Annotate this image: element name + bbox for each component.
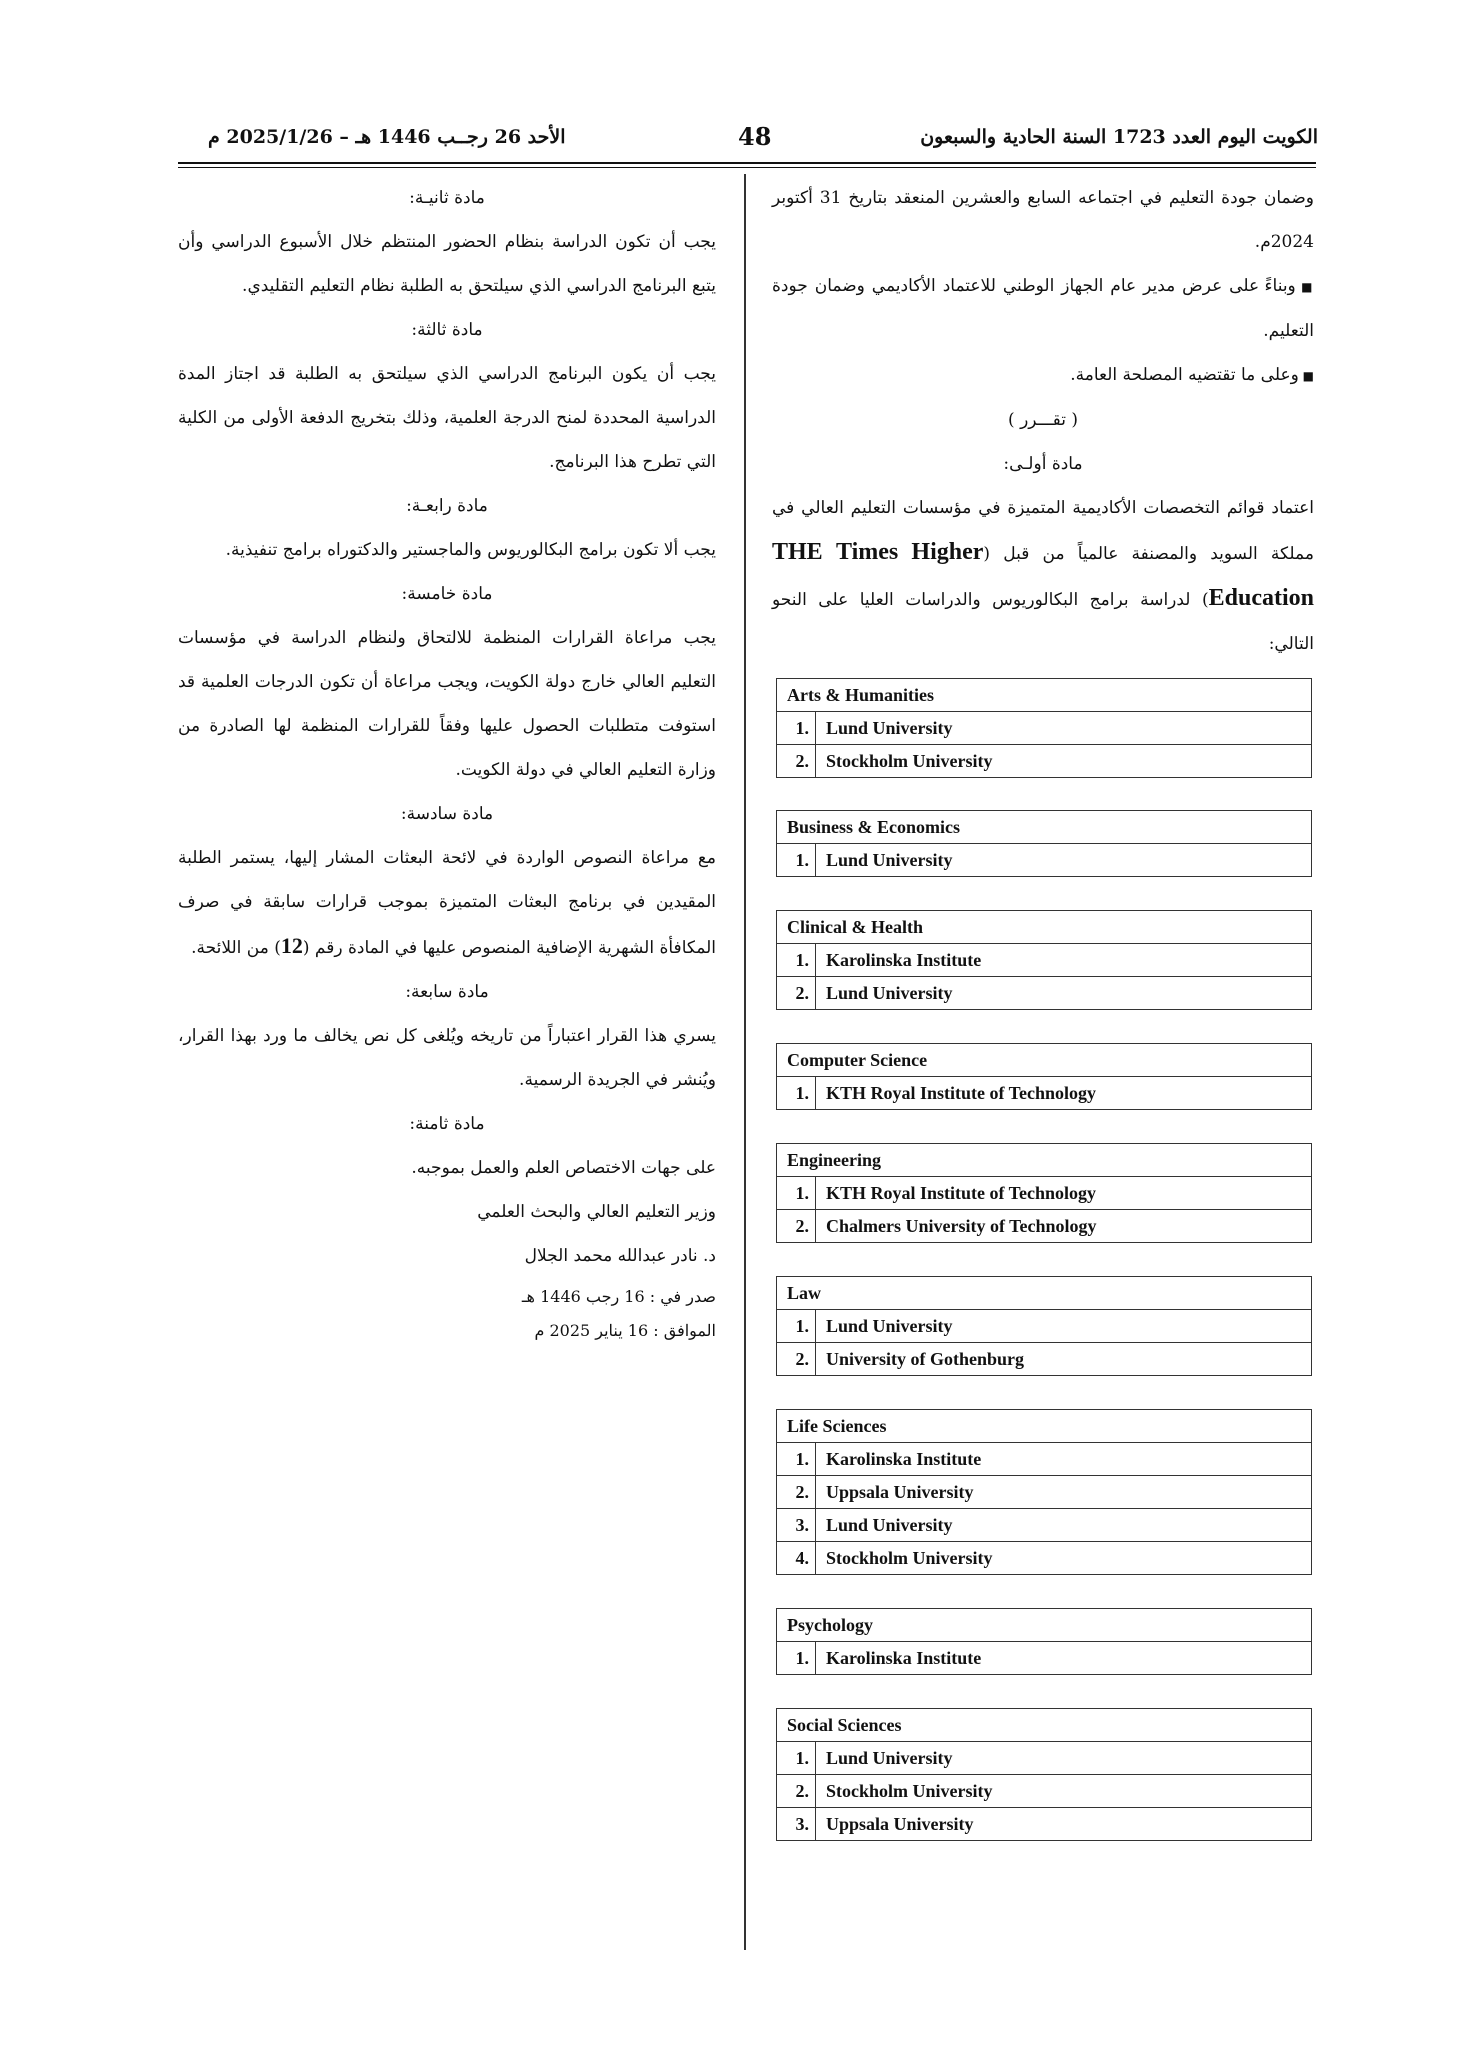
row-number: 3. xyxy=(781,1808,816,1840)
university-name: Lund University xyxy=(826,1515,953,1535)
table-row xyxy=(777,1808,1311,1840)
row-number: 2. xyxy=(781,1476,816,1508)
issued-date-gregorian: الموافق : 16 يناير 2025 م xyxy=(534,1321,716,1340)
table-title: Clinical & Health xyxy=(777,911,1311,944)
table-title: Life Sciences xyxy=(777,1410,1311,1443)
table-row xyxy=(777,944,1311,977)
header-rule-thin xyxy=(178,167,1316,168)
university-name: Lund University xyxy=(826,850,953,870)
table-row xyxy=(777,1775,1311,1808)
table-title: Arts & Humanities xyxy=(777,679,1311,712)
specialization-table xyxy=(776,1708,1312,1841)
specialization-table xyxy=(776,910,1312,1010)
table-row xyxy=(777,745,1311,777)
article-1-text-part-b: ) لدراسة برامج البكالوريوس والدراسات العليا على النحو التالي: xyxy=(772,590,1314,654)
row-number: 1. xyxy=(781,1077,816,1109)
article-8-title: مادة ثامنة: xyxy=(409,1114,485,1134)
row-number: 1. xyxy=(781,944,816,976)
article-6-text-part-a: مع مراعاة النصوص الواردة في لائحة البعثات المشار إليها، يستمر الطلبة المقيدين في برنامج البعثات المتميزة بموجب قرارات سابقة في صرف المكافأة الشهرية الإضافية المنصوص عليها في المادة رقم ( xyxy=(178,848,716,958)
table-row xyxy=(777,1509,1311,1542)
university-name: Karolinska Institute xyxy=(826,1648,982,1668)
article-1-title: مادة أولـى: xyxy=(1003,454,1083,474)
article-1-text-part-a: اعتماد قوائم التخصصات الأكاديمية المتميزة في مؤسسات التعليم العالي في مملكة السويد والمصنفة عالمياً من قبل ( xyxy=(772,498,1314,564)
row-number: 1. xyxy=(781,712,816,744)
university-name: Lund University xyxy=(826,983,953,1003)
specialization-table xyxy=(776,1143,1312,1243)
specialization-table xyxy=(776,1608,1312,1675)
table-row xyxy=(777,1443,1311,1476)
table-title: Computer Science xyxy=(777,1044,1311,1077)
left-column xyxy=(178,176,716,1346)
table-title: Engineering xyxy=(777,1144,1311,1177)
table-title: Business & Economics xyxy=(777,811,1311,844)
row-number: 1. xyxy=(781,1742,816,1774)
article-1-latin-b: Higher Education xyxy=(911,539,1314,611)
issued-date-hijri: صدر في : 16 رجب 1446 هـ xyxy=(521,1287,716,1306)
table-title: Law xyxy=(777,1277,1311,1310)
article-8-text: على جهات الاختصاص العلم والعمل بموجبه. xyxy=(411,1158,716,1178)
row-number: 2. xyxy=(781,977,816,1009)
specialization-table xyxy=(776,810,1312,877)
article-3-text: يجب أن يكون البرنامج الدراسي الذي سيلتحق به الطلبة قد اجتاز المدة الدراسية المحددة لمنح الدرجة العلمية، وذلك بتخريج الدفعة الأولى من الكلية التي تطرح هذا البرنامج. xyxy=(178,364,716,472)
table-title: Psychology xyxy=(777,1609,1311,1642)
table-title: Social Sciences xyxy=(777,1709,1311,1742)
table-row xyxy=(777,1542,1311,1574)
table-row xyxy=(777,844,1311,876)
row-number: 1. xyxy=(781,1443,816,1475)
article-1-latin-a: THE Times xyxy=(772,539,899,565)
university-name: Stockholm University xyxy=(826,751,993,771)
article-6-number: 12 xyxy=(280,933,303,958)
page-number: 48 xyxy=(738,122,772,151)
paragraph-public-interest: ■ وعلى ما تقتضيه المصلحة العامة. xyxy=(772,353,1314,398)
university-name: Uppsala University xyxy=(826,1814,974,1834)
row-number: 1. xyxy=(781,1310,816,1342)
header-issue-info: الكويت اليوم العدد 1723 السنة الحادية والسبعون xyxy=(920,126,1318,148)
table-row xyxy=(777,1210,1311,1242)
article-2-text: يجب أن تكون الدراسة بنظام الحضور المنتظم خلال الأسبوع الدراسي وأن يتبع البرنامج الدراسي الذي سيلتحق به الطلبة نظام التعليم التقليدي. xyxy=(178,232,716,296)
article-7-text: يسري هذا القرار اعتباراً من تاريخه ويُلغى كل نص يخالف ما ورد بهذا القرار، ويُنشر في الجريدة الرسمية. xyxy=(178,1026,716,1090)
table-row xyxy=(777,1077,1311,1109)
university-name: Lund University xyxy=(826,718,953,738)
table-row xyxy=(777,1343,1311,1375)
specialization-table xyxy=(776,1409,1312,1575)
minister-name: د. نادر عبدالله محمد الجلال xyxy=(524,1246,716,1266)
row-number: 1. xyxy=(781,844,816,876)
table-row xyxy=(777,1177,1311,1210)
university-name: Uppsala University xyxy=(826,1482,974,1502)
table-row xyxy=(777,977,1311,1009)
row-number: 2. xyxy=(781,1343,816,1375)
university-name: Stockholm University xyxy=(826,1781,993,1801)
article-2-title: مادة ثانيـة: xyxy=(409,188,485,208)
row-number: 1. xyxy=(781,1177,816,1209)
row-number: 2. xyxy=(781,745,816,777)
article-7-title: مادة سابعة: xyxy=(405,982,489,1002)
paragraph-meeting: وضمان جودة التعليم في اجتماعه السابع والعشرين المنعقد بتاريخ 31 أكتوبر 2024م. xyxy=(772,188,1314,252)
specialization-table xyxy=(776,678,1312,778)
table-row xyxy=(777,712,1311,745)
article-6-text xyxy=(178,836,716,970)
header-rule-thick xyxy=(178,162,1316,164)
article-3-title: مادة ثالثة: xyxy=(411,320,483,340)
row-number: 3. xyxy=(781,1509,816,1541)
university-name: KTH Royal Institute of Technology xyxy=(826,1083,1097,1103)
article-6-title: مادة سادسة: xyxy=(400,804,494,824)
article-5-title: مادة خامسة: xyxy=(401,584,493,604)
table-row xyxy=(777,1310,1311,1343)
paragraph-presentation: ■ وبناءً على عرض مدير عام الجهاز الوطني للاعتماد الأكاديمي وضمان جودة التعليم. xyxy=(772,264,1314,353)
header-date: الأحد 26 رجــب 1446 هـ – 2025/1/26 م xyxy=(208,126,566,148)
university-name: Karolinska Institute xyxy=(826,1449,982,1469)
university-name: KTH Royal Institute of Technology xyxy=(826,1183,1097,1203)
row-number: 4. xyxy=(781,1542,816,1574)
table-row xyxy=(777,1476,1311,1509)
specialization-table xyxy=(776,1043,1312,1110)
row-number: 2. xyxy=(781,1210,816,1242)
column-divider xyxy=(744,174,746,1950)
right-column xyxy=(772,176,1314,666)
table-row xyxy=(777,1642,1311,1674)
article-5-text: يجب مراعاة القرارات المنظمة للالتحاق ولنظام الدراسة في مؤسسات التعليم العالي خارج دولة الكويت، ويجب مراعاة أن تكون الدرجات العلمية قد استوفت متطلبات الحصول عليها وفقاً للقرارات المنظمة لها الصادرة من وزارة التعليم العالي في دولة الكويت. xyxy=(178,628,716,780)
decision-heading: ( تقـــرر ) xyxy=(1008,410,1078,430)
university-name: Stockholm University xyxy=(826,1548,993,1568)
article-4-text: يجب ألا تكون برامج البكالوريوس والماجستير والدكتوراه برامج تنفيذية. xyxy=(225,540,716,560)
university-name: Chalmers University of Technology xyxy=(826,1216,1097,1236)
university-name: Lund University xyxy=(826,1748,953,1768)
article-1-text xyxy=(772,486,1314,666)
university-name: University of Gothenburg xyxy=(826,1349,1024,1369)
university-name: Lund University xyxy=(826,1316,953,1336)
table-row xyxy=(777,1742,1311,1775)
article-6-text-part-b: ) من اللائحة. xyxy=(191,938,281,958)
university-name: Karolinska Institute xyxy=(826,950,982,970)
minister-title: وزير التعليم العالي والبحث العلمي xyxy=(477,1202,716,1222)
page-header xyxy=(178,118,1318,164)
specialization-table xyxy=(776,1276,1312,1376)
row-number: 1. xyxy=(781,1642,816,1674)
article-4-title: مادة رابعـة: xyxy=(406,496,488,516)
row-number: 2. xyxy=(781,1775,816,1807)
